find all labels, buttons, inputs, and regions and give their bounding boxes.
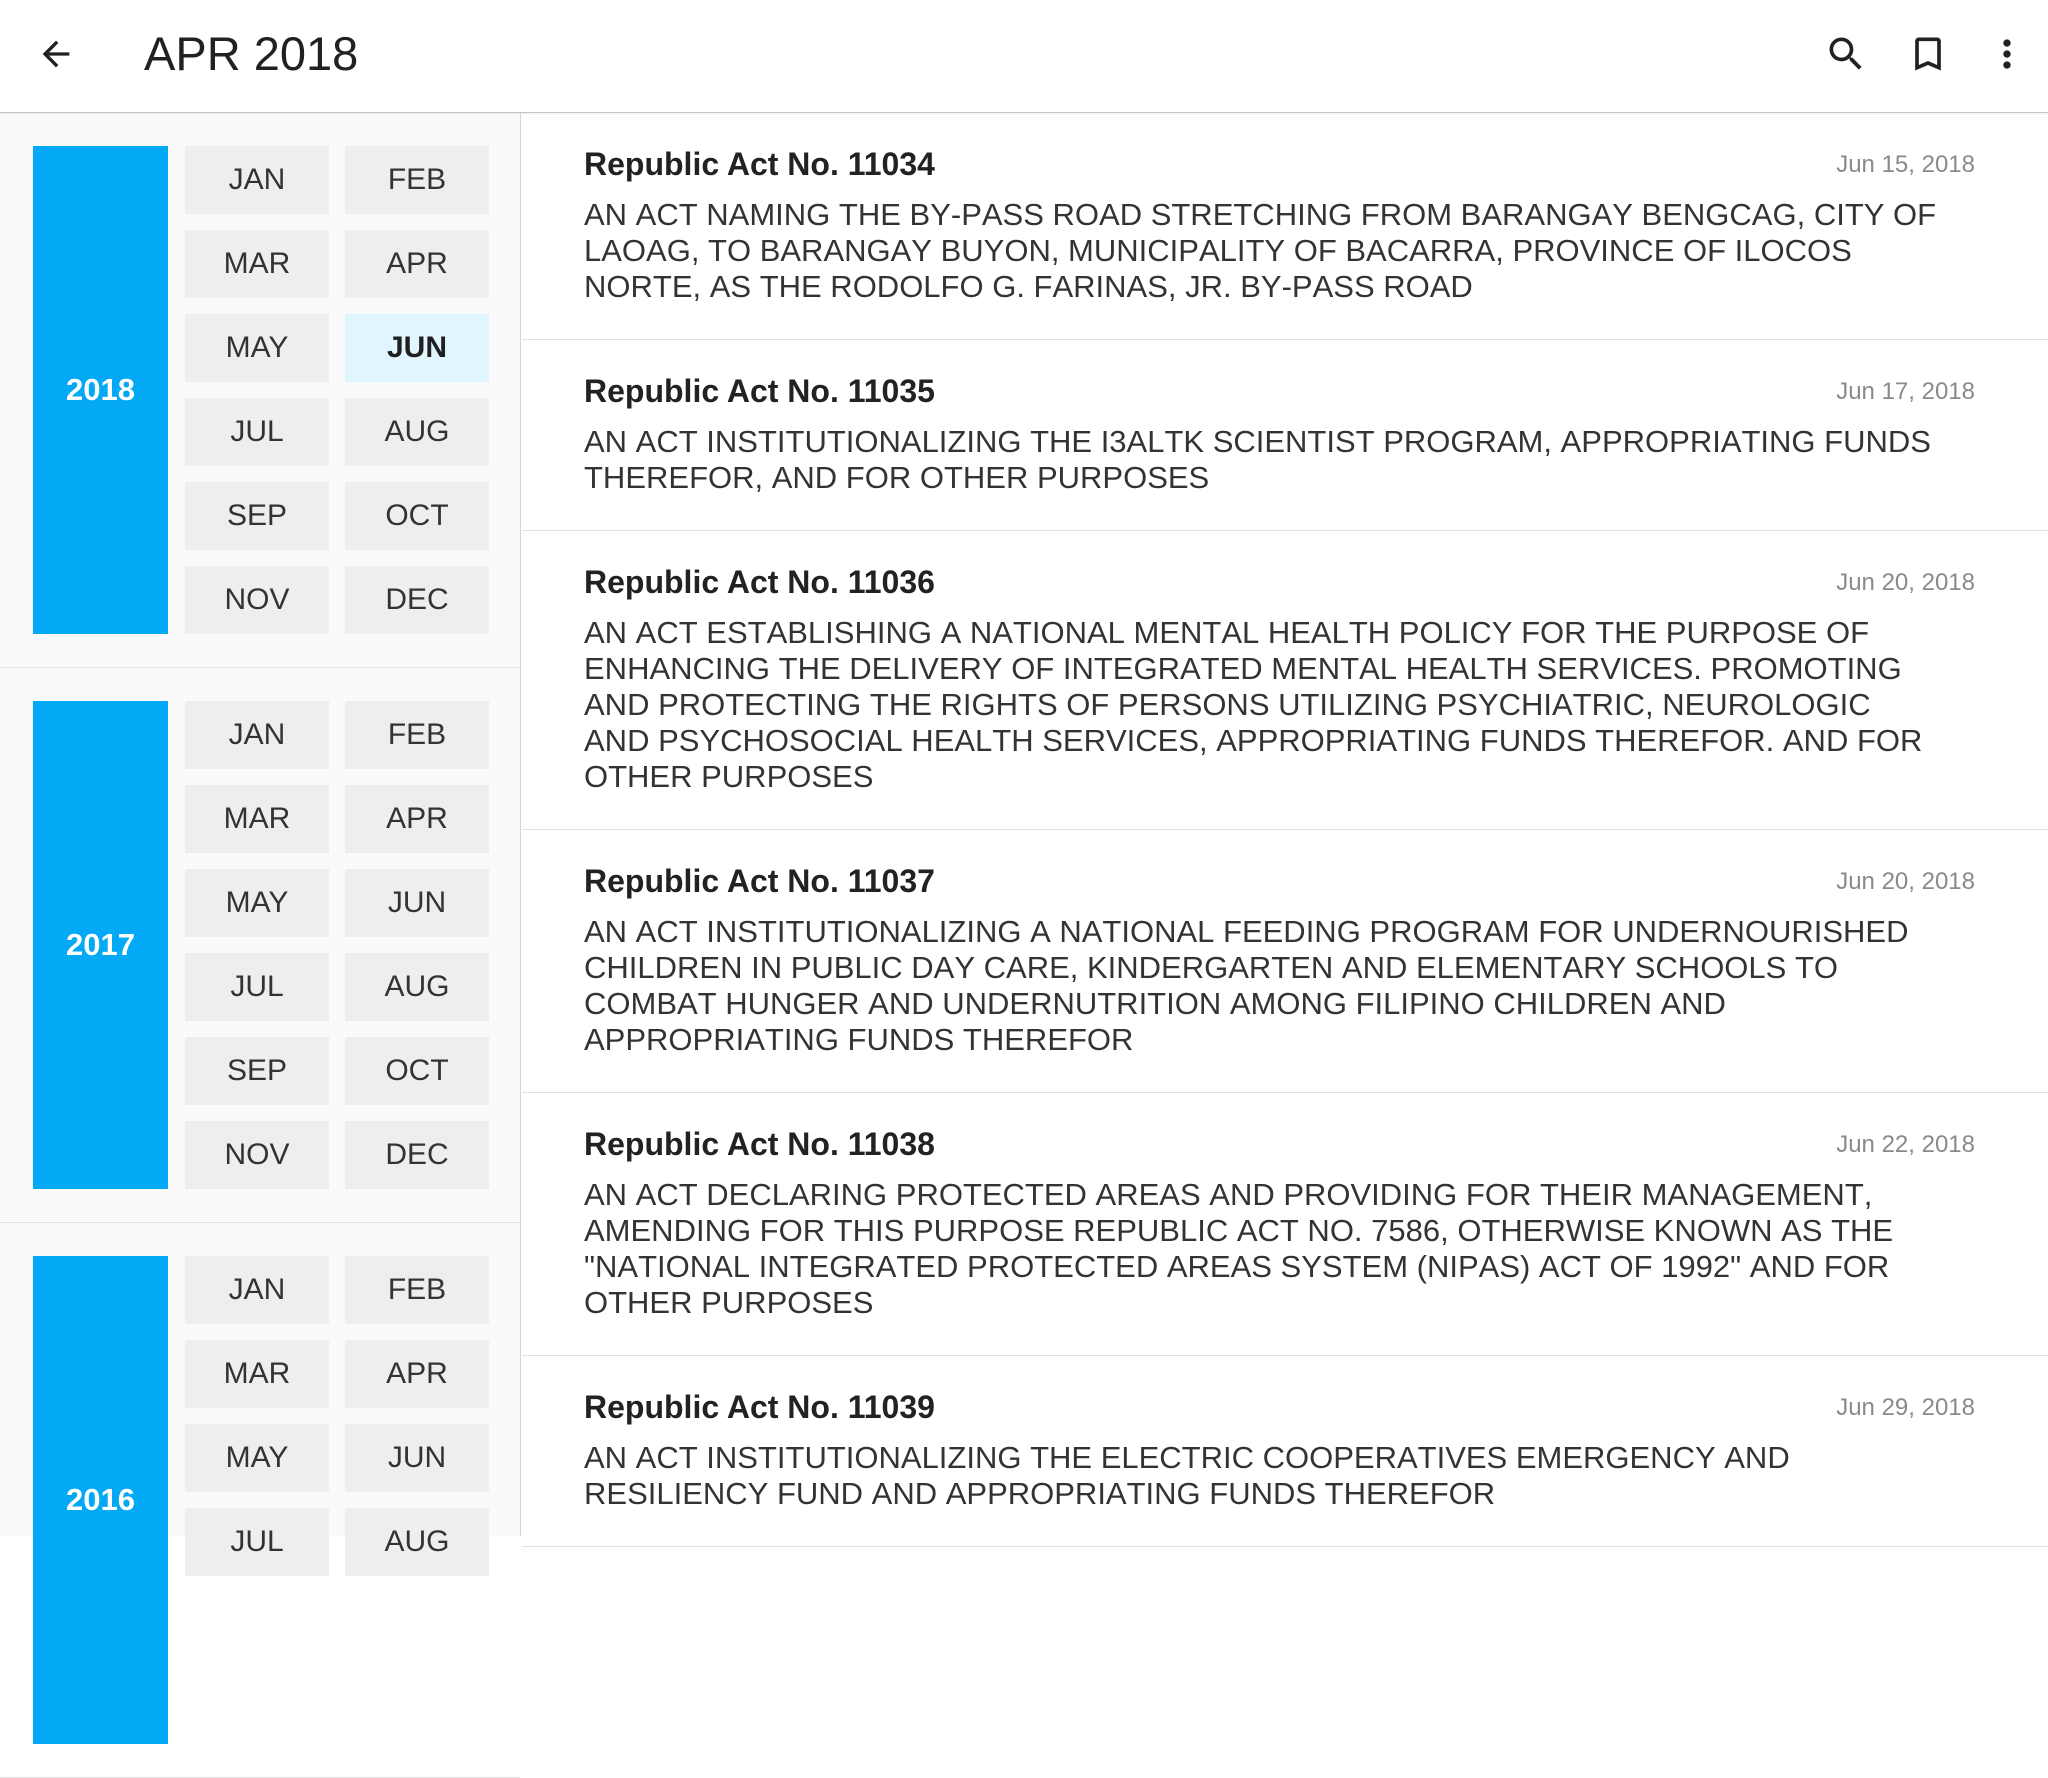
act-header-row [584, 1126, 1975, 1163]
month-button-aug[interactable]: AUG [345, 398, 489, 466]
act-list-item[interactable] [522, 830, 2048, 1093]
act-title: Republic Act No. 11038 [584, 1126, 935, 1162]
month-button-apr[interactable]: APR [345, 785, 489, 853]
month-button-jul[interactable]: JUL [185, 398, 329, 466]
month-button-mar[interactable]: MAR [185, 230, 329, 298]
act-date: Jun 22, 2018 [1836, 1130, 1975, 1158]
month-button-dec[interactable]: DEC [345, 1121, 489, 1189]
month-button-jun[interactable]: JUN [345, 1424, 489, 1492]
month-grid [185, 146, 489, 634]
back-button[interactable] [24, 22, 88, 86]
act-header-row [584, 863, 1975, 900]
more-options-button[interactable] [1975, 22, 2039, 86]
month-button-jun[interactable]: JUN [345, 314, 489, 382]
month-button-apr[interactable]: APR [345, 1340, 489, 1408]
month-button-sep[interactable]: SEP [185, 1037, 329, 1105]
month-button-mar[interactable]: MAR [185, 1340, 329, 1408]
act-description: AN ACT INSTITUTIONALIZING A NATIONAL FEEDING PROGRAM FOR UNDERNOURISHED CHILDREN IN PUBLIC DAY CARE, KINDERGARTEN AND ELEMENTARY SCHOOLS TO COMBAT HUNGER AND UNDERNUTRITION AMONG FILIPINO CHILDREN AND APPROPRIATING FUNDS THEREFOR [584, 914, 1909, 1057]
month-button-aug[interactable]: AUG [345, 1508, 489, 1576]
month-button-jan[interactable]: JAN [185, 701, 329, 769]
month-button-dec[interactable]: DEC [345, 566, 489, 634]
act-list-item[interactable] [522, 113, 2048, 340]
month-button-nov[interactable]: NOV [185, 566, 329, 634]
arrow-back-icon [36, 34, 76, 74]
act-title: Republic Act No. 11034 [584, 146, 935, 182]
act-date: Jun 20, 2018 [1836, 568, 1975, 596]
act-list[interactable] [522, 113, 2048, 1536]
month-button-jan[interactable]: JAN [185, 1256, 329, 1324]
act-list-item[interactable] [522, 1093, 2048, 1356]
month-button-feb[interactable]: FEB [345, 701, 489, 769]
month-button-may[interactable]: MAY [185, 1424, 329, 1492]
act-list-item[interactable] [522, 1356, 2048, 1547]
year-label: 2018 [33, 146, 168, 634]
act-description: AN ACT NAMING THE BY-PASS ROAD STRETCHING FROM BARANGAY BENGCAG, CITY OF LAOAG, TO BARANGAY BUYON, MUNICIPALITY OF BACARRA, PROVINCE OF ILOCOS NORTE, AS THE RODOLFO G. FARINAS, JR. BY-PASS ROAD [584, 197, 1937, 304]
month-button-feb[interactable]: FEB [345, 1256, 489, 1324]
act-header-row [584, 564, 1975, 601]
month-button-feb[interactable]: FEB [345, 146, 489, 214]
search-icon [1824, 32, 1868, 76]
year-label: 2017 [33, 701, 168, 1189]
act-header-row [584, 1389, 1975, 1426]
month-button-nov[interactable]: NOV [185, 1121, 329, 1189]
month-button-jun[interactable]: JUN [345, 869, 489, 937]
year-section [0, 668, 520, 1223]
bookmark-icon [1906, 32, 1950, 76]
act-header-row [584, 373, 1975, 410]
top-app-bar [0, 0, 2048, 113]
month-button-jul[interactable]: JUL [185, 1508, 329, 1576]
act-list-item[interactable] [522, 531, 2048, 830]
month-button-aug[interactable]: AUG [345, 953, 489, 1021]
act-description: AN ACT INSTITUTIONALIZING THE ELECTRIC COOPERATIVES EMERGENCY AND RESILIENCY FUND AND APPROPRIATING FUNDS THEREFOR [584, 1440, 1790, 1511]
act-list-item[interactable] [522, 340, 2048, 531]
year-section [0, 113, 520, 668]
month-button-oct[interactable]: OCT [345, 482, 489, 550]
act-title: Republic Act No. 11037 [584, 863, 935, 899]
act-date: Jun 29, 2018 [1836, 1393, 1975, 1421]
month-button-mar[interactable]: MAR [185, 785, 329, 853]
year-section [0, 1223, 520, 1778]
act-title: Republic Act No. 11036 [584, 564, 935, 600]
act-header-row [584, 146, 1975, 183]
month-grid [185, 1256, 489, 1744]
month-button-oct[interactable]: OCT [345, 1037, 489, 1105]
bookmark-button[interactable] [1896, 22, 1960, 86]
month-button-apr[interactable]: APR [345, 230, 489, 298]
month-button-jul[interactable]: JUL [185, 953, 329, 1021]
act-description: AN ACT DECLARING PROTECTED AREAS AND PROVIDING FOR THEIR MANAGEMENT, AMENDING FOR THIS PURPOSE REPUBLIC ACT NO. 7586, OTHERWISE KNOWN AS THE "NATIONAL INTEGRATED PROTECTED AREAS SYSTEM (NIPAS) ACT OF 1992" AND FOR OTHER PURPOSES [584, 1177, 1894, 1320]
month-button-jan[interactable]: JAN [185, 146, 329, 214]
act-description: AN ACT ESTABLISHING A NATIONAL MENTAL HEALTH POLICY FOR THE PURPOSE OF ENHANCING THE DELIVERY OF INTEGRATED MENTAL HEALTH SERVICES. PROMOTING AND PROTECTING THE RIGHTS OF PERSONS UTILIZING PSYCHIATRIC, NEUROLOGIC AND PSYCHOSOCIAL HEALTH SERVICES, APPROPRIATING FUNDS THEREFOR. AND FOR OTHER PURPOSES [584, 615, 1923, 794]
page-title: APR 2018 [144, 27, 359, 80]
act-date: Jun 15, 2018 [1836, 150, 1975, 178]
act-title: Republic Act No. 11039 [584, 1389, 935, 1425]
more-vert-icon [1985, 32, 2029, 76]
month-button-may[interactable]: MAY [185, 314, 329, 382]
month-grid [185, 701, 489, 1189]
act-date: Jun 17, 2018 [1836, 377, 1975, 405]
year-label: 2016 [33, 1256, 168, 1744]
month-button-may[interactable]: MAY [185, 869, 329, 937]
search-button[interactable] [1814, 22, 1878, 86]
act-date: Jun 20, 2018 [1836, 867, 1975, 895]
month-button-sep[interactable]: SEP [185, 482, 329, 550]
act-description: AN ACT INSTITUTIONALIZING THE I3ALTK SCIENTIST PROGRAM, APPROPRIATING FUNDS THEREFOR, AND FOR OTHER PURPOSES [584, 424, 1931, 495]
act-title: Republic Act No. 11035 [584, 373, 935, 409]
month-picker-sidebar[interactable] [0, 113, 521, 1558]
